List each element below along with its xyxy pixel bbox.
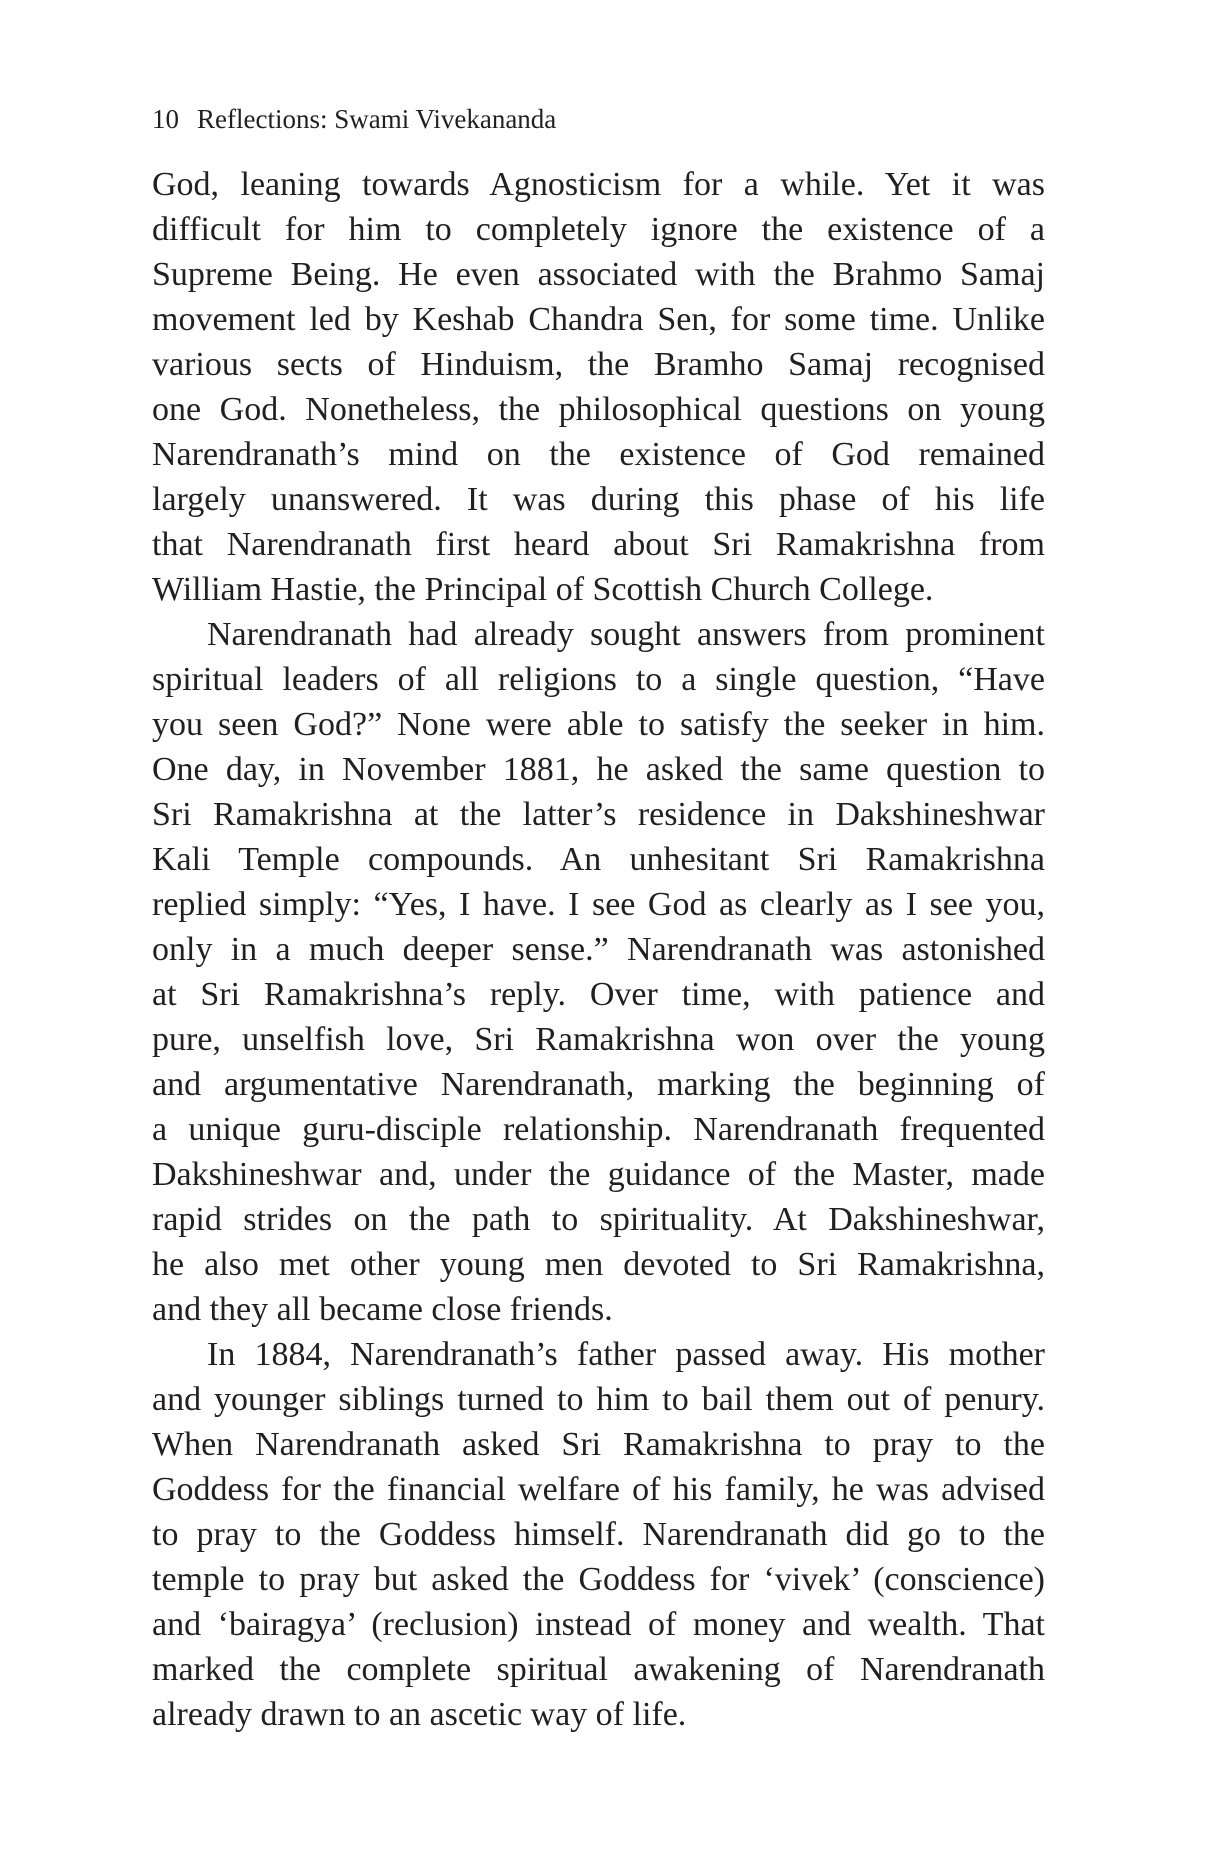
body-text <box>152 162 1045 1737</box>
text-line: at Sri Ramakrishna’s reply. Over time, with patience and <box>152 976 1045 1013</box>
text-line: only in a much deeper sense.” Narendranath was astonished <box>152 931 1045 968</box>
paragraph <box>152 1332 1045 1737</box>
page-number: 10 <box>152 104 179 134</box>
text-line: marked the complete spiritual awakening of Narendranath <box>152 1651 1045 1688</box>
text-line: a unique guru-disciple relationship. Narendranath frequented <box>152 1111 1045 1148</box>
text-line: pure, unselfish love, Sri Ramakrishna won over the young <box>152 1021 1045 1058</box>
text-line: one God. Nonetheless, the philosophical questions on young <box>152 391 1045 428</box>
text-line: replied simply: “Yes, I have. I see God as clearly as I see you, <box>152 886 1045 923</box>
text-line: spiritual leaders of all religions to a single question, “Have <box>152 661 1045 698</box>
paragraph <box>152 612 1045 1332</box>
text-line: to pray to the Goddess himself. Narendranath did go to the <box>152 1516 1045 1553</box>
text-line: Kali Temple compounds. An unhesitant Sri Ramakrishna <box>152 841 1045 878</box>
text-line: you seen God?” None were able to satisfy the seeker in him. <box>152 706 1045 743</box>
text-line: and ‘bairagya’ (reclusion) instead of money and wealth. That <box>152 1606 1045 1643</box>
text-line: One day, in November 1881, he asked the same question to <box>152 751 1045 788</box>
running-title: Reflections: Swami Vivekananda <box>197 104 557 134</box>
text-line: and they all became close friends. <box>152 1291 613 1328</box>
text-line: movement led by Keshab Chandra Sen, for some time. Unlike <box>152 301 1045 338</box>
text-line: and younger siblings turned to him to bail them out of penury. <box>152 1381 1045 1418</box>
text-line: Sri Ramakrishna at the latter’s residence in Dakshineshwar <box>152 796 1045 833</box>
text-line: that Narendranath first heard about Sri Ramakrishna from <box>152 526 1045 563</box>
text-line: Goddess for the financial welfare of his family, he was advised <box>152 1471 1045 1508</box>
text-line: Narendranath had already sought answers from prominent <box>207 616 1045 653</box>
text-line: rapid strides on the path to spirituality. At Dakshineshwar, <box>152 1201 1045 1238</box>
running-header <box>152 102 556 136</box>
text-line: Dakshineshwar and, under the guidance of the Master, made <box>152 1156 1045 1193</box>
paragraph <box>152 162 1045 612</box>
text-line: When Narendranath asked Sri Ramakrishna to pray to the <box>152 1426 1045 1463</box>
text-line: God, leaning towards Agnosticism for a while. Yet it was <box>152 166 1045 203</box>
text-line: Narendranath’s mind on the existence of God remained <box>152 436 1045 473</box>
text-line: temple to pray but asked the Goddess for ‘vivek’ (conscience) <box>152 1561 1045 1598</box>
text-line: already drawn to an ascetic way of life. <box>152 1696 687 1733</box>
text-line: largely unanswered. It was during this phase of his life <box>152 481 1045 518</box>
text-line: he also met other young men devoted to Sri Ramakrishna, <box>152 1246 1045 1283</box>
text-line: difficult for him to completely ignore the existence of a <box>152 211 1045 248</box>
text-line: William Hastie, the Principal of Scottish Church College. <box>152 571 934 608</box>
text-line: In 1884, Narendranath’s father passed away. His mother <box>207 1336 1045 1373</box>
text-line: Supreme Being. He even associated with the Brahmo Samaj <box>152 256 1045 293</box>
text-line: various sects of Hinduism, the Bramho Samaj recognised <box>152 346 1045 383</box>
text-line: and argumentative Narendranath, marking the beginning of <box>152 1066 1045 1103</box>
